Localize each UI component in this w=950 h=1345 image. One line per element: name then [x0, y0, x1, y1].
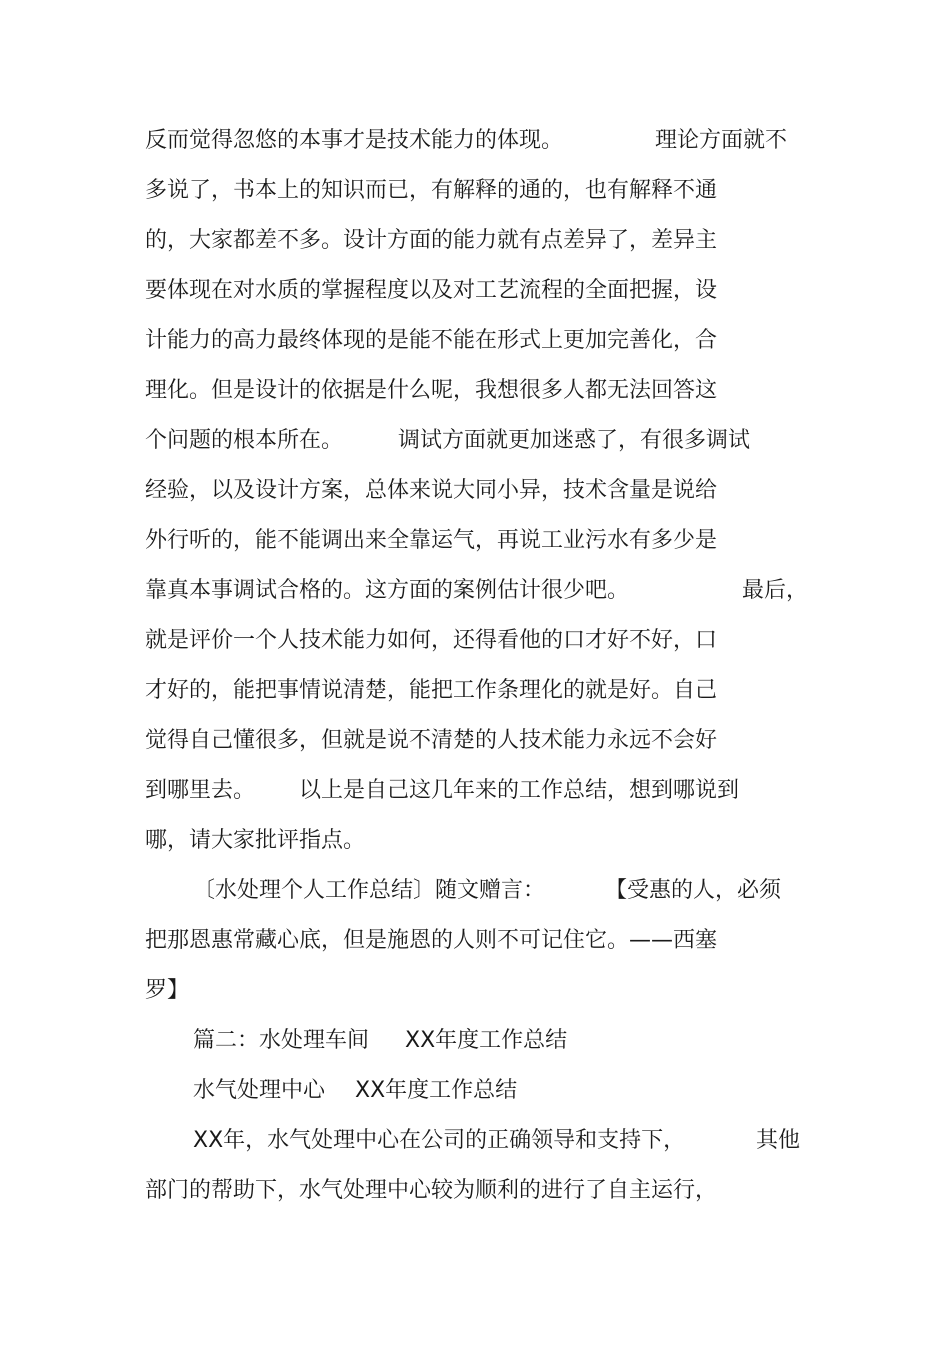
text-line	[0, 566, 950, 616]
text-segment: 个问题的根本所在。	[145, 428, 344, 453]
text-segment: 〔水处理个人工作总结〕随文赠言：	[193, 878, 546, 903]
text-segment: 觉得自己懂很多，但就是说不清楚的人技术能力永远不会好	[145, 728, 718, 753]
text-line	[0, 816, 950, 866]
text-line	[0, 266, 950, 316]
text-segment: XX年度工作总结	[355, 1078, 518, 1103]
text-segment: 调试方面就更加迷惑了，有很多调试	[398, 428, 751, 453]
text-segment: 最后，	[742, 578, 809, 603]
text-segment: 【受惠的人，必须	[605, 878, 782, 903]
text-line	[0, 466, 950, 516]
text-segment: 水气处理中心	[193, 1078, 326, 1103]
text-line	[0, 416, 950, 466]
text-segment: 就是评价一个人技术能力如何，还得看他的口才好不好，口	[145, 628, 718, 653]
text-line	[0, 916, 950, 966]
text-segment: 要体现在对水质的掌握程度以及对工艺流程的全面把握，设	[145, 278, 718, 303]
text-segment: 多说了，书本上的知识而已，有解释的通的，也有解释不通	[145, 178, 718, 203]
text-line	[0, 766, 950, 816]
text-line	[0, 366, 950, 416]
text-segment: 计能力的高力最终体现的是能不能在形式上更加完善化，合	[145, 328, 718, 353]
text-line	[0, 316, 950, 366]
text-segment: 哪，请大家批评指点。	[145, 828, 366, 853]
text-segment: 的，大家都差不多。设计方面的能力就有点差异了，差异主	[145, 228, 718, 253]
text-segment: 把那恩惠常藏心底，但是施恩的人则不可记住它。——西塞	[145, 928, 718, 953]
text-segment: 理化。但是设计的依据是什么呢，我想很多人都无法回答这	[145, 378, 718, 403]
text-segment: 经验，以及设计方案，总体来说大同小异，技术含量是说给	[145, 478, 718, 503]
text-line	[0, 516, 950, 566]
text-line	[0, 1066, 950, 1116]
text-line	[0, 166, 950, 216]
text-segment: 靠真本事调试合格的。这方面的案例估计很少吧。	[145, 578, 630, 603]
text-line	[0, 666, 950, 716]
text-line	[0, 216, 950, 266]
text-line	[0, 966, 950, 1016]
text-segment: 篇二：水处理车间	[193, 1028, 370, 1053]
text-segment: XX年，水气处理中心在公司的正确领导和支持下，	[193, 1128, 686, 1153]
text-segment: 以上是自己这几年来的工作总结，想到哪说到	[299, 778, 740, 803]
text-segment: 部门的帮助下，水气处理中心较为顺利的进行了自主运行，	[145, 1178, 718, 1203]
text-line	[0, 616, 950, 666]
text-line	[0, 1116, 950, 1166]
text-segment: 其他	[756, 1128, 801, 1153]
text-segment: 罗】	[145, 978, 190, 1003]
text-segment: 到哪里去。	[145, 778, 256, 803]
text-segment: 外行听的，能不能调出来全靠运气，再说工业污水有多少是	[145, 528, 718, 553]
text-line	[0, 1016, 950, 1066]
text-line	[0, 716, 950, 766]
text-segment: 理论方面就不	[655, 128, 788, 153]
text-line	[0, 116, 950, 166]
text-segment: XX年度工作总结	[405, 1028, 568, 1053]
text-segment: 才好的，能把事情说清楚，能把工作条理化的就是好。自己	[145, 678, 718, 703]
text-segment: 反而觉得忽悠的本事才是技术能力的体现。	[145, 128, 564, 153]
text-line	[0, 866, 950, 916]
text-line	[0, 1166, 950, 1216]
